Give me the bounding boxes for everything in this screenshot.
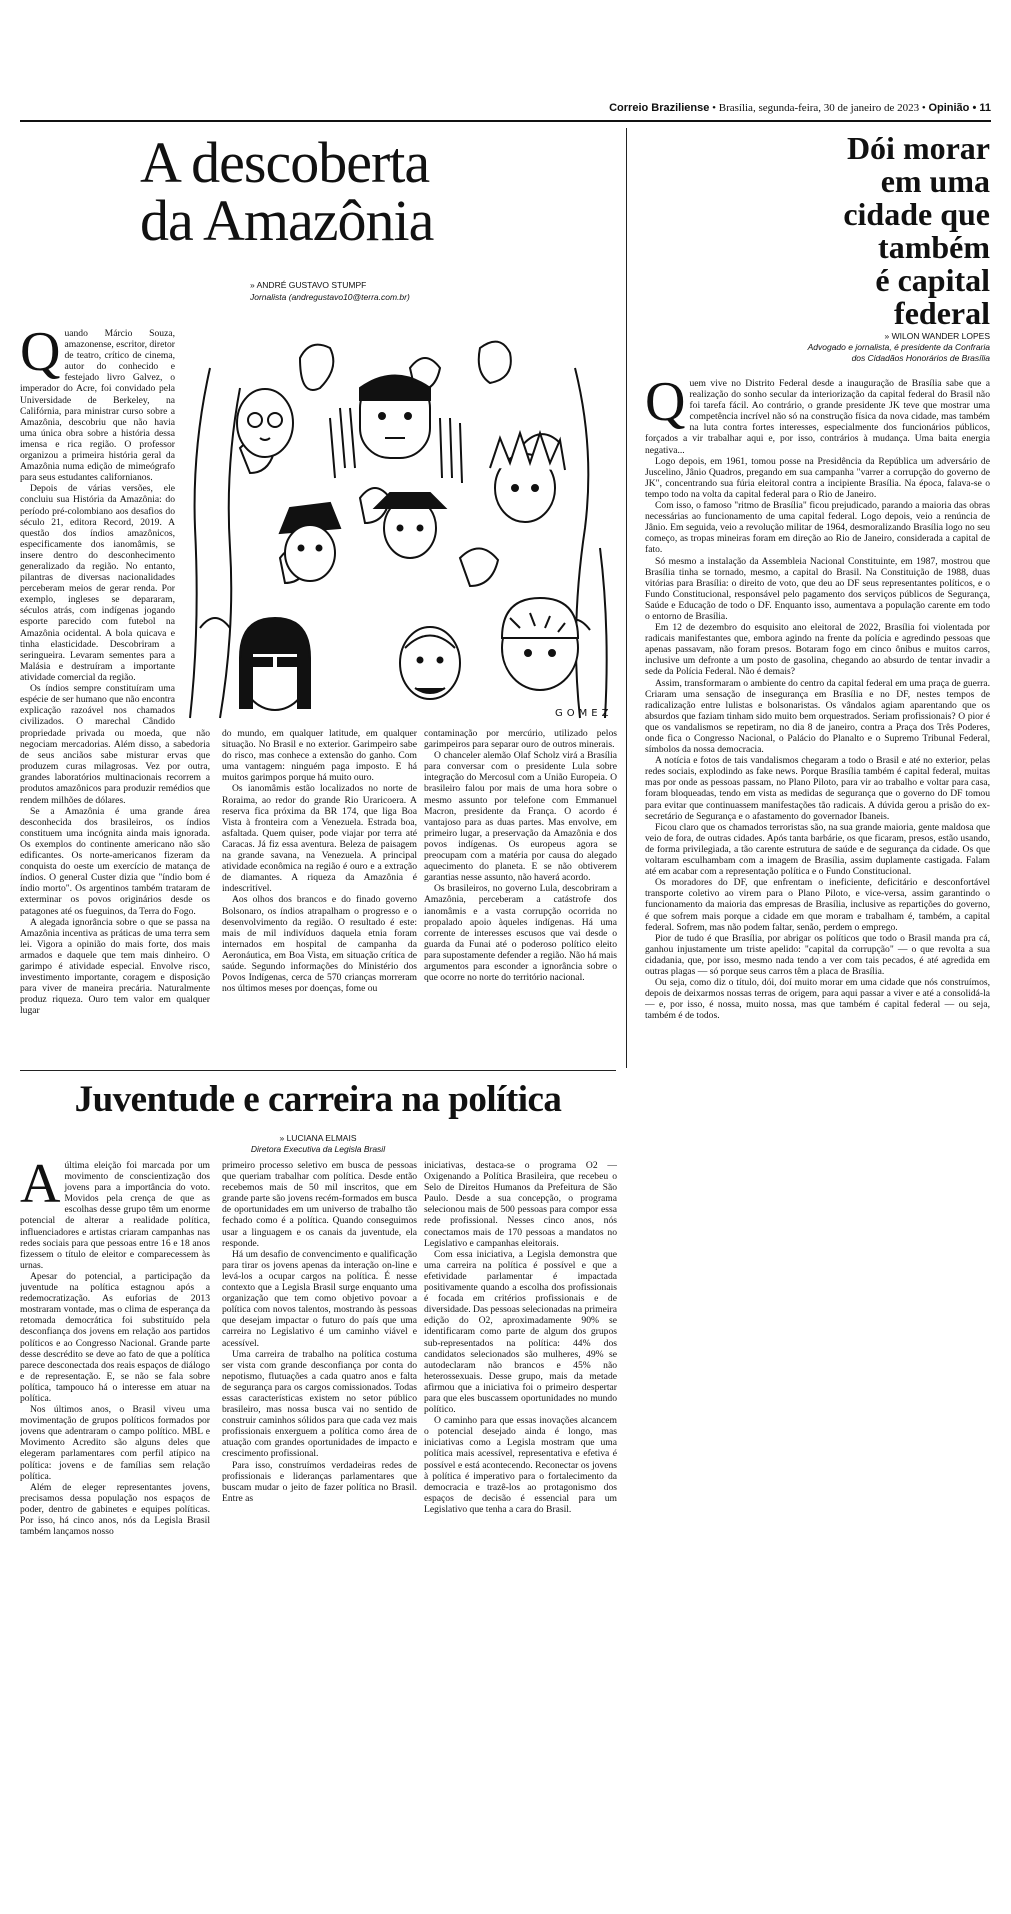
faces-group (237, 376, 578, 711)
paragraph: Depois de várias versões, ele concluiu sua História da Amazônia: do período pré-colombiano aos desafios do século 21, editora Record, 2019. A questão dos índios amazônicos, especificamente dos ianomâmis, se insere dentro do desconhecimento generalizado da região. No entanto, pilantras de diversas nacionalidades perceberam meios de gerar renda. Por exemplo, ingleses se depararam, séculos atrás, com indígenas jogando esporte parecido com futebol na Amazônia ocidental. A bola quicava e tinha elasticidade. Descobriram a seringueira. Levaram sementes para a Malásia e destruíram a importante atividade comercial da região. (20, 483, 175, 683)
side-title-line: também (878, 229, 990, 265)
paragraph-text: uando Márcio Souza, amazonense, escritor, diretor de teatro, crítico de cinema, autor do conhecido e festejado livro Galvez, o imperador do Acre, foi convidado pela Universidade de Berkeley, na Califórnia, para ministrar curso sobre a Amazônia, descobriu que não havia uma única obra sobre a história dessa imensa e rica região. O professor organizou a primeira história geral da Amazônia numa edição de mimeógrafo para seus estudantes californianos. (20, 328, 175, 484)
main-article-column-3 (424, 728, 617, 1046)
main-article-column-1 (20, 328, 175, 728)
paragraph (645, 378, 990, 456)
side-article-body (645, 378, 990, 1888)
paragraph: Assim, transformaram o ambiente do centro da capital federal em uma praça de guerra. Criaram uma sensação de insegurança em Brasília e no DF, nestes tempos de radicalização entre lulistas e bolsonaristas. Os vândalos agiam aparentando que os absurdos que faziam tinham sido muito bem orquestrados. Seriam profissionais? O pior é que os vandalismos se repetiram, no dia 8 de janeiro, contra a Praça dos Três Poderes, onde fica o Congresso Nacional, o Palácio do Planalto e o Supremo Tribunal Federal, símbolos da nossa democracia. (645, 677, 990, 756)
main-title-line1: A descoberta (140, 130, 430, 195)
paragraph: Aos olhos dos brancos e do finado governo Bolsonaro, os índios atrapalham o progresso e o desenvolvimento da região. O resultado é este: mais de mil indivíduos daquela etnia foram internados em hospital de campanha da Aeronáutica, em Boa Vista, em situação crítica de saúde. Segundo informações do Ministério dos Povos Indígenas, cerca de 570 crianças morreram nos últimos meses por doenças, fome ou (222, 894, 417, 995)
side-title-line: é capital (875, 262, 990, 298)
main-author-role: Jornalista (andregustavo10@terra.com.br) (250, 292, 410, 302)
header-rule (20, 120, 991, 122)
paragraph: A notícia e fotos de tais vandalismos chegaram a todo o Brasil e até no exterior, pelas redes sociais, explodindo as fake news. Porque Brasília também é capital federal, muitas mas por onde as pessoas passam, no Plano Piloto, para vir ao trabalho e voltar para casa, foram bloqueadas, tendo em vista as medidas de segurança que o governo do DF tomou para evitar que continuassem manifestações tão radicais. A dúvida gerou a prisão do ex-secretário de Segurança e o afastamento do governador Ibaneis. (645, 755, 990, 822)
paragraph: A alegada ignorância sobre o que se passa na Amazônia incentiva as práticas de uma terra sem lei. Vigora a opinião do mais forte, dos mais armados e daquele que tem mais dinheiro. O garimpo é atividade especial. Envolve risco, investimento importante, coragem e disposição para viver de maneira precária. Naturalmente produz riqueza. Ouro tem valor em qualquer lugar (20, 916, 210, 1017)
main-article-column-2 (222, 728, 417, 1046)
paragraph: Logo depois, em 1961, tomou posse na Presidência da República um adversário de Juscelino, Jânio Quadros, pregando em sua campanha "varrer a corrupção do governo de JK", concentrando sua fúria eleitoral contra a incipiente Brasília. Na época, falava-se o tempo todo na volta da capital federal para o Rio de Janeiro. (645, 455, 990, 500)
page-header (486, 102, 991, 122)
newspaper-name: Correio Braziliense (609, 102, 710, 114)
page-number: • 11 (969, 102, 991, 114)
lower-article-byline (20, 1133, 616, 1155)
paragraph: Apesar do potencial, a participação da juventude na política estagnou após a redemocratização. As euforias de 2013 mostraram vontade, mas o clima de esperança da retomada democrática foi substituído pela desconfiança dos jovens em relação aos partidos políticos e ao Congresso Nacional. Grande parte desse descrédito se deve ao fato de que a política parece desconectada dos reais espaços de diálogo e de representação. E, se não se fala sobre política, tampouco há o interesse em atuar na política. (20, 1270, 210, 1404)
paragraph: Ficou claro que os chamados terroristas são, na sua grande maioria, gente maldosa que veio de fora, de outras cidades. Após tanta barbárie, os que ficaram, presos, estão usando, de forma privilegiada, a tão carente estrutura de saúde e de segurança da cidade. Os que voltaram esculhambam com a imagem de Brasília, assim duplamente castigada. Falam até em acabar com a representação política e o Fundo Constitucional. (645, 821, 990, 878)
lower-author-role: Diretora Executiva da Legisla Brasil (250, 1144, 386, 1154)
paragraph: Uma carreira de trabalho na política costuma ser vista com grande desconfiança por conta do nepotismo, flutuações a cada quatro anos e falta de segurança para os cargos comissionados. Todas essas características existem no setor público brasileiro, mas nossa busca vai no sentido de construir caminhos sólidos para que cada vez mais profissionais enxerguem a política como área de atuação com grandes oportunidades de impacto e crescimento profissional. (222, 1348, 417, 1460)
section-rule (20, 1070, 616, 1071)
side-title-line: em uma (880, 163, 990, 199)
paragraph: Ou seja, como diz o título, dói, doí muito morar em uma cidade que nós construímos, depois de deixarmos nossas terras de origem, para aqui passar a viver e até a consolidá-la — e, por isso, é nossa, muito nossa, mas que também é capital federal — ou seja, também é de todos. (645, 977, 990, 1022)
main-author-name: » ANDRÉ GUSTAVO STUMPF (250, 280, 367, 290)
paragraph: O caminho para que essas inovações alcancem o potencial desejado ainda é longo, mas iniciativas como a Legisla mostram que uma política mais acessível, representativa e efetiva é possível e está acontecendo. Reconectar os jovens à política é imperativo para o fortalecimento da democracia e trazê-los ao protagonismo dos espaços de decisão é essencial para um Legislativo que tenha a cara do Brasil. (424, 1415, 617, 1515)
column-divider (626, 128, 627, 1068)
paragraph: Nos últimos anos, o Brasil viveu uma movimentação de grupos políticos formados por jovens que adentraram o campo político. MBL e Movimento Acredito são alguns deles que elegeram parlamentares com perfil atípico na política: jovens e de famílias sem relação política. (20, 1404, 210, 1482)
paragraph: primeiro processo seletivo em busca de pessoas que queriam trabalhar com política. Desde então recebemos mais de 50 mil inscritos, que em grande parte são jovens recém-formados em busca de oportunidades em um universo de trabalho tão fechado como é a política. Quando conseguimos usar a linguagem e os canais da juventude, ela responde. (222, 1160, 417, 1249)
paragraph: Se a Amazônia é uma grande área desconhecida dos brasileiros, os índios constituem uma incógnita ainda mais ignorada. Os exemplos do continente americano não são edificantes. Os norte-americanos fizeram da conquista do oeste um exercício de matança de índios. O general Custer dizia que "índio bom é índio morto". Os argentinos também trataram de exterminar os povos originários desde os patagones até os fueguinos, da Terra do Fogo. (20, 805, 210, 917)
side-author-role: dos Cidadãos Honorários de Brasília (851, 353, 990, 363)
paragraph: Há um desafio de convencimento e qualificação para tirar os jovens apenas da interação on-line e levá-los a ocupar cargos na política. É nesse contexto que a Legisla Brasil surge enquanto uma organização que tem como objetivo povoar a política com novos talentos, mostrando às pessoas que desejam impactar o futuro do país que uma carreira no Legislativo é um caminho viável e acessível. (222, 1248, 417, 1349)
side-article-title (640, 132, 990, 330)
drop-cap: Q (645, 378, 686, 433)
main-title-line2: da Amazônia (140, 188, 434, 253)
dateline: • Brasília, segunda-feira, 30 de janeiro de 2023 • (709, 102, 929, 114)
paragraph: Os moradores do DF, que enfrentam o ineficiente, deficitário e desconfortável transporte coletivo ao virem para o Plano Piloto, e vice-versa, assim garantindo o funcionamento da maioria das empresas de Brasília, inclusive as repartições do governo, é que sofrem mais porque a cidade em que moram e trabalham é, também, a capital federal. Sofrem, mas não podem faltar, senão, perdem o emprego. (645, 877, 990, 933)
paragraph: Pior de tudo é que Brasília, por abrigar os políticos que todo o Brasil manda pra cá, ganhou injustamente um triste apelido: "capital da corrupção" — o que revolta a sua cidadania, que, por isso, mesmo nada tendo a ver com tais pecados, é até agredida em outras plagas — só porque seus carros têm a placa de Brasília. (645, 932, 990, 977)
lower-article-title: Juventude e carreira na política (74, 1079, 562, 1120)
paragraph-text: última eleição foi marcada por um movimento de conscientização dos jovens para a importância do voto. Movidos pela crença de que as escolhas desse grupo têm um enorme potencial de alterar a realidade política, influenciadores e artistas criaram campanhas nas redes sociais para que pessoas entre 16 e 18 anos fizessem o título de eleitor e comparecessem às urnas. (20, 1160, 210, 1271)
lower-author-name: » LUCIANA ELMAIS (279, 1133, 357, 1143)
side-author-name: » WILON WANDER LOPES (884, 331, 990, 341)
side-article-byline (640, 331, 990, 364)
lower-article-column-2 (222, 1160, 417, 1888)
paragraph: iniciativas, destaca-se o programa O2 — Oxigenando a Política Brasileira, que recebeu o Selo de Direitos Humanos da Prefeitura de São Paulo. Desde a sua concepção, o programa selecionou mais de 500 pessoas para compor essa rede profissional. Nesses cinco anos, nós conectamos mais de 170 pessoas a mandatos no Legislativo e campanhas eleitorais. (424, 1160, 617, 1249)
side-title-line: cidade que (843, 196, 990, 232)
drop-cap: Q (20, 328, 61, 383)
paragraph (20, 1160, 210, 1271)
paragraph: Os índios sempre constituíram uma espécie de ser humano que não encontra explicação razoável nos chamados civilizados. O marechal Cândido (20, 683, 175, 728)
paragraph: propriedade privada ou moeda, que não negociam mercadorias. Além disso, a sabedoria de seus anciãos sabe misturar ervas que produzem curas milagrosas. Vez por outra, grandes laboratórios multinacionais recorrem a produtos amazônicos para produzir remédios que rendem milhões de dólares. (20, 728, 210, 806)
paragraph: Os brasileiros, no governo Lula, descobriram a Amazônia, perceberam a catástrofe dos ianomâmis e a vasta corrupção ocorrida no propalado apoio àqueles indígenas. Há uma corrente de interesses escusos que vai desde o guarda da Funai até o poderoso político eleito para supostamente defender a região. Não há mais argumentos para esconder a ignorância sobre o que ocorre no norte do território nacional. (424, 883, 617, 984)
face-glasses-icon (237, 389, 293, 457)
paragraph: Os ianomâmis estão localizados no norte de Roraima, ao redor do grande Rio Uraricoera. A reserva fica próxima da BR 174, que liga Boa Vista à fronteira com a Venezuela. Estrada boa, asfaltada. Quem quiser, pode viajar por terra até Caracas. Já fiz essa aventura. Beleza de paisagem na grande savana, na Venezuela. A principal atividade econômica na região é ouro e a extração de diamantes. A riqueza da Amazônia é indescritível. (222, 783, 417, 895)
paragraph: O chanceler alemão Olaf Scholz virá a Brasília para conversar com o presidente Lula sobre integração do Mercosul com a União Europeia. O brasileiro falou por mais de uma hora sobre o mesmo assunto por telefone com Emmanuel Macron, presidente da França. O acordo é vantajoso para as duas partes. Mas envolve, em primeiro lugar, a preservação da Amazônia e dos povos indígenas. Os europeus agora se preocupam com a matéria por causa do alegado aquecimento do planeta. E se não obtiverem garantias nesse assunto, não haverá acordo. (424, 750, 617, 884)
main-article-title (140, 130, 610, 253)
paragraph: contaminação por mercúrio, utilizado pelos garimpeiros para separar ouro de outros minerais. (424, 728, 617, 751)
side-author-role: Advogado e jornalista, é presidente da Confraria (807, 342, 990, 352)
main-article-column-1-lower (20, 728, 210, 1046)
paragraph: Em 12 de dezembro do esquisito ano eleitoral de 2022, Brasília foi violentada por radicais manifestantes que, embora agindo na frente da polícia e agredindo pessoas que apenas passavam, não foram presos. Botaram fogo em cinco ônibus e muitos carros, inclusive um defronte a um posto de gasolina, chegando ao absurdo de tentar invadir a sede da Polícia Federal. Não é demais? (645, 622, 990, 678)
paragraph: do mundo, em qualquer latitude, em qualquer situação. No Brasil e no exterior. Garimpeiro sabe do risco, mas conhece a extensão do ganho. Com uma vantagem: ninguém paga imposto. E há muitos garimpos porque há muito ouro. (222, 728, 417, 784)
lower-article-column-1 (20, 1160, 210, 1888)
paragraph: Com isso, o famoso "ritmo de Brasília" ficou prejudicado, parando a maioria das obras necessárias ao funcionamento de uma capital federal. Logo depois, veio a renúncia de Jânio. Em seguida, veio a revolução militar de 1964, desmoralizando Brasília logo no seu começo, as tropas mineiras foram em direção ao Rio de Janeiro, considerada a capital de fato. (645, 500, 990, 556)
lower-article-column-3 (424, 1160, 617, 1888)
paragraph: Além de eleger representantes jovens, precisamos dessa população nos espaços de poder, dentro de gabinetes e equipes políticas. Por isso, há cinco anos, nós da Legisla Brasil também lançamos nosso (20, 1481, 210, 1538)
main-article-byline (250, 279, 500, 303)
paragraph-text: uem vive no Distrito Federal desde a inauguração de Brasília sabe que a realização do sonho secular da interiorização da capital federal do Brasil não foi tarefa fácil. Ao contrário, o grande presidente JK teve que mostrar uma competência incrível não só na construção física da nova cidade, mas também na luta contra fortes interesses, especialmente dos funcionários públicos, forçados a vir trabalhar aqui e, por isso, contrários à mudança. Uma baita energia negativa... (645, 378, 990, 456)
side-title-line: Dói morar (846, 130, 990, 166)
paragraph: Só mesmo a instalação da Assembleia Nacional Constituinte, em 1987, mostrou que Brasília tinha se tornado, mesmo, a capital do Brasil. Na Constituição de 1988, duas vitórias para Brasília: o direito de voto, que deu ao DF seus representantes políticos, e o Fundo Constitucional, responsável pelo pagamento dos serviços públicos de Segurança, Saúde e Educação de todo o DF. Enquanto isso, aumentava a população carente em todo o entorno de Brasília. (645, 555, 990, 622)
paragraph (20, 328, 175, 483)
drop-cap: A (20, 1160, 61, 1215)
side-title-line: federal (894, 295, 990, 331)
illustration-signature: GOMEZ (555, 708, 613, 719)
section-name: Opinião (928, 102, 970, 114)
crowd-illustration (180, 328, 616, 724)
paragraph: Para isso, construímos verdadeiras redes de profissionais e lideranças parlamentares que buscam mudar o jeito de fazer política no Brasil. Entre as (222, 1459, 417, 1504)
paragraph: Com essa iniciativa, a Legisla demonstra que uma carreira na política é possível e que a efetividade parlamentar é impactada positivamente quando a escolha dos profissionais é focada em critérios profissionais e de diversidade. Das pessoas selecionadas na primeira edição do O2, aproximadamente 90% se identificaram como parte de algum dos grupos sub-representados na política: 44% dos candidatos selecionados são mulheres, 49% se autodeclaram não brancos e 45% não heterossexuais. Desse grupo, mais da metade afirmou que a iniciativa foi o primeiro despertar para que eles buscassem oportunidades no mundo político. (424, 1248, 617, 1416)
